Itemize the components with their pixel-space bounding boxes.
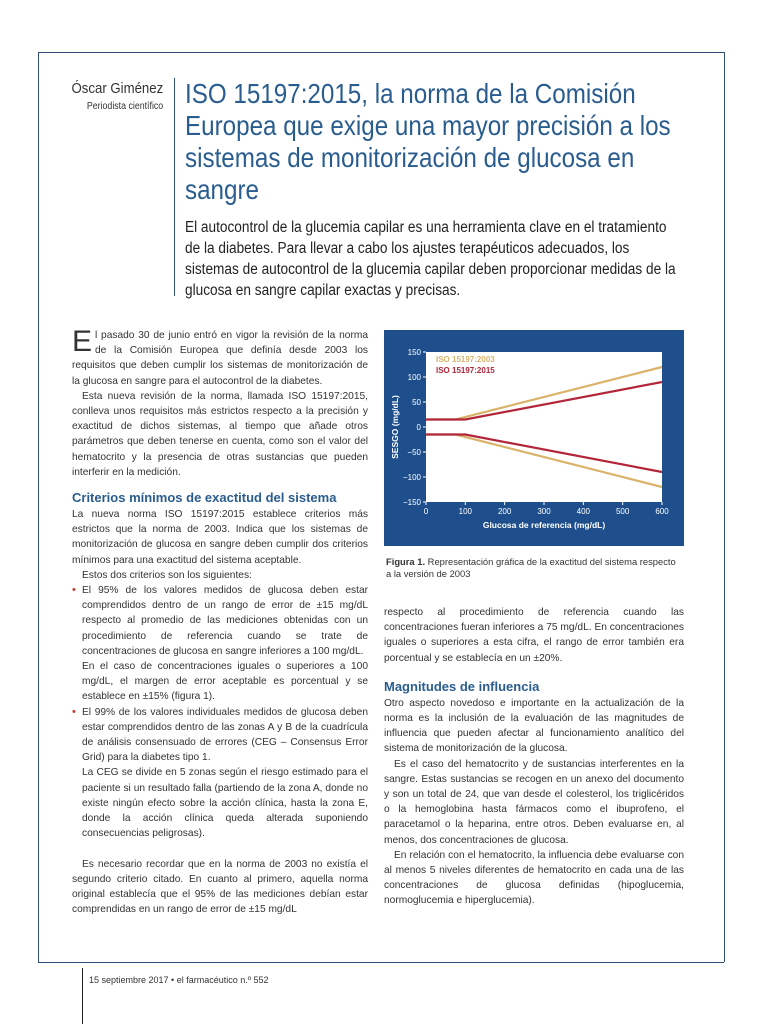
frame-bottom-border xyxy=(38,962,724,963)
left-column xyxy=(72,325,368,917)
bullet-2-text: El 99% de los valores individuales medidos de glucosa deben estar comprendidos dentro de las zonas A y B de la cuadrícula de análisis consensuado de errores (CEG – Consensus Error Grid) para la diabetes tipo 1. xyxy=(82,706,368,764)
figure-caption xyxy=(386,556,676,580)
x-tick-label: 600 xyxy=(655,507,669,516)
bullet-icon: • xyxy=(72,705,76,718)
paragraph-4: Estos dos criterios son los siguientes: xyxy=(82,569,252,581)
caption-label: Figura 1. xyxy=(386,556,426,567)
criteria-list xyxy=(72,583,368,659)
chart-svg xyxy=(384,330,684,546)
frame-top-border xyxy=(38,52,724,53)
x-axis-label: Glucosa de referencia (mg/dL) xyxy=(482,520,606,530)
y-tick-label: −100 xyxy=(402,473,421,482)
drop-cap: E xyxy=(72,325,93,358)
bullet-1-continuation: En el caso de concentraciones iguales o superiores a 100 mg/dL, el margen de error aceptable es porcentual y se establece en ±15% (figura 1). xyxy=(82,661,368,703)
x-tick-label: 200 xyxy=(497,507,512,516)
paragraph-1-text: l pasado 30 de junio entró en vigor la revisión de la norma de la Comisión Europea que definía desde 2003 los requisitos que deben cumplir los sistemas de monitorización de la glucosa en sangre para el autocontrol de la diabetes. xyxy=(72,330,368,387)
paragraph-6: respecto al procedimiento de referencia cuando las concentraciones fueran inferiores a 75 mg/dL. En concentraciones iguales o superiores a esta cifra, el rango de error también era porcentual y se establecía en un ±20%. xyxy=(384,607,684,664)
y-tick-label: 150 xyxy=(407,348,421,357)
y-tick-label: −50 xyxy=(407,448,421,457)
section-heading-magnitudes: Magnitudes de influencia xyxy=(384,678,540,694)
x-tick-label: 300 xyxy=(537,507,551,516)
page-footer: 15 septiembre 2017 • el farmacéutico n.º 552 xyxy=(89,975,269,985)
author-name: Óscar Giménez xyxy=(71,80,163,97)
y-tick-label: −150 xyxy=(402,498,421,507)
x-tick-label: 0 xyxy=(423,507,429,516)
frame-left-border xyxy=(38,52,39,962)
caption-text: Representación gráfica de la exactitud del sistema respecto a la versión de 2003 xyxy=(386,556,676,579)
criteria-list-2 xyxy=(72,705,368,766)
list-item xyxy=(72,583,368,659)
list-item xyxy=(72,705,368,766)
paragraph-1 xyxy=(72,325,368,389)
author-role: Periodista científico xyxy=(86,101,163,112)
x-tick-label: 100 xyxy=(458,507,473,516)
y-axis-label: SESGO (mg/dL) xyxy=(390,395,400,459)
paragraph-9: En relación con el hematocrito, la influencia debe evaluarse con al menos 5 niveles diferentes de hematocrito en cada una de las concentraciones de glucosa definidas (hipoglucemia, normoglucemia e hiperglucemia). xyxy=(384,849,684,907)
legend-entry: ISO 15197:2003 xyxy=(436,355,495,364)
paragraph-8: Es el caso del hematocrito y de sustancias interferentes en la sangre. Estas sustancias se recogen en un anexo del documento y son un total de 24, que van desde el colesterol, los triglicéridos o la hemoglobina hasta fármacos como el ibuprofeno, el paracetamol o la heparina, entre otros. Deben evaluarse en, al menos, dos concentraciones de glucosa. xyxy=(384,758,684,846)
y-tick-label: 50 xyxy=(412,398,421,407)
y-tick-label: 0 xyxy=(416,423,421,432)
title-rule xyxy=(174,78,175,296)
right-column xyxy=(384,605,684,909)
bullet-icon: • xyxy=(72,584,76,597)
y-tick-label: 100 xyxy=(407,373,421,382)
legend-entry: ISO 15197:2015 xyxy=(436,366,495,375)
paragraph-3: La nueva norma ISO 15197:2015 establece criterios más estrictos que la norma de 2003. Indica que los sistemas de monitorización de glucosa en sangre deben cumplir dos criterios mínimos para una exactitud del sistema aceptable. xyxy=(72,509,368,566)
paragraph-7: Otro aspecto novedoso e importante en la actualización de la norma es la inclusión de la evaluación de las magnitudes de influencia que pueden afectar al funcionamiento analítico del sistema de monitorización de la glucosa. xyxy=(384,697,684,755)
article-title: ISO 15197:2015, la norma de la Comisión Europea que exige una mayor precisión a los sistemas de monitorización de glucosa en sangre xyxy=(185,78,671,205)
bullet-1-text: El 95% de los valores medidos de glucosa deben estar comprendidos dentro de un rango de error de ±15 mg/dL respecto al promedio de las mediciones obtenidas con un procedimiento de referencia cuando se trate de concentraciones de glucosa en sangre inferiores a 100 mg/dL. xyxy=(82,585,368,657)
section-heading-criterios: Criterios mínimos de exactitud del sistema xyxy=(72,490,337,506)
frame-right-border xyxy=(724,52,725,962)
paragraph-2: Esta nueva revisión de la norma, llamada ISO 15197:2015, conlleva unos requisitos más estrictos respecto a la precisión y exactitud de dichos sistemas, al tiempo que añade otros parámetros que deben tenerse en cuenta, como son el valor del hematocrito y la presencia de otras sustancias que pueden interferir en la medición. xyxy=(72,390,368,478)
figure-1-chart xyxy=(384,330,684,546)
bullet-2-continuation: La CEG se divide en 5 zonas según el riesgo estimado para el paciente si un resultado falla (partiendo de la zona A, donde no existe ningún efecto sobre la acción clínica, hasta la zona E, donde la acción clínica queda alterada suponiendo consecuencias peligrosas). xyxy=(82,767,368,840)
x-tick-label: 400 xyxy=(576,507,591,516)
article-lead: El autocontrol de la glucemia capilar es una herramienta clave en el tratamiento de la diabetes. Para llevar a cabo los ajustes terapéuticos adecuados, los sistemas de autocontrol de la glucemia capilar deben proporcionar medidas de la glucosa en sangre capilar exactas y precisas. xyxy=(185,219,676,299)
author-block xyxy=(59,80,163,112)
footer-rule xyxy=(82,968,83,1024)
paragraph-5: Es necesario recordar que en la norma de 2003 no existía el segundo criterio citado. En cuanto al primero, aquella norma original establecía que el 95% de las mediciones debían estar comprendidas en un rango de error de ±15 mg/dL xyxy=(72,858,368,916)
x-tick-label: 500 xyxy=(615,507,630,516)
